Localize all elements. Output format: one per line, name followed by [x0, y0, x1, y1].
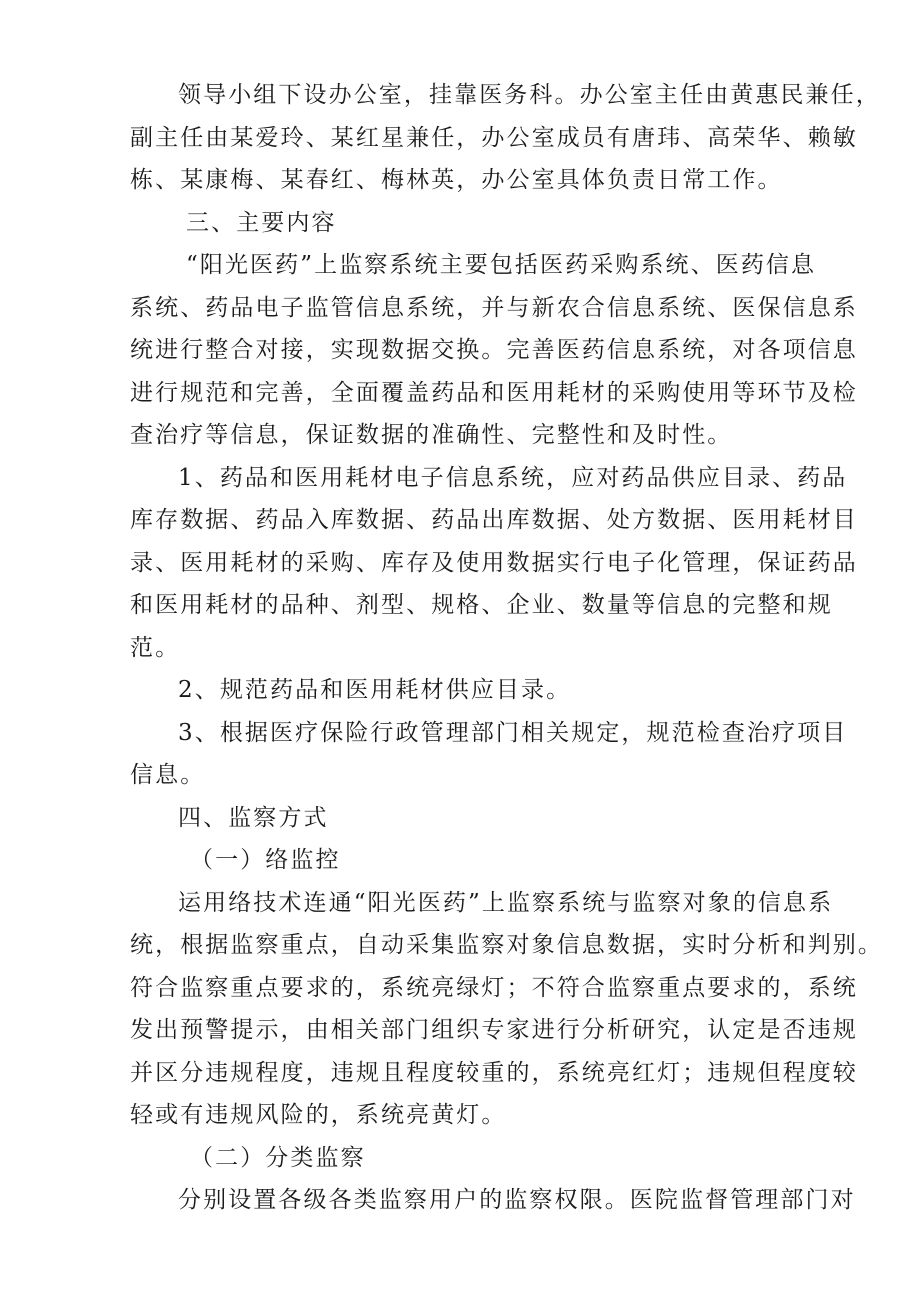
- paragraph-line: 符合监察重点要求的，系统亮绿灯；不符合监察重点要求的，系统: [130, 975, 858, 1001]
- paragraph-line: 进行规范和完善，全面覆盖药品和医用耗材的采购使用等环节及检: [130, 380, 858, 406]
- subsection-heading: （一）络监控: [190, 847, 341, 873]
- paragraph-line: 2、规范药品和医用耗材供应目录。: [178, 677, 572, 703]
- paragraph-line: “阳光医药”上监察系统主要包括医药采购系统、医药信息: [186, 252, 817, 278]
- paragraph-line: 统，根据监察重点，自动采集监察对象信息数据，实时分析和判别。: [130, 932, 883, 958]
- paragraph-line: 统进行整合对接，实现数据交换。完善医药信息系统，对各项信息: [130, 337, 858, 363]
- paragraph-line: 轻或有违规风险的，系统亮黄灯。: [130, 1102, 507, 1128]
- paragraph-line: 和医用耗材的品种、剂型、规格、企业、数量等信息的完整和规: [130, 592, 833, 618]
- subsection-heading: （二）分类监察: [190, 1145, 366, 1171]
- paragraph-line: 录、医用耗材的采购、库存及使用数据实行电子化管理，保证药品: [130, 550, 858, 576]
- section-heading: 四、监察方式: [178, 805, 329, 831]
- paragraph-line: 分别设置各级各类监察用户的监察权限。医院监督管理部门对: [178, 1187, 856, 1213]
- section-heading: 三、主要内容: [186, 210, 337, 236]
- paragraph-line: 查治疗等信息，保证数据的准确性、完整性和及时性。: [130, 422, 733, 448]
- paragraph-line: 栋、某康梅、某春红、梅林英，办公室具体负责日常工作。: [130, 167, 783, 193]
- paragraph-line: 领导小组下设办公室，挂靠医务科。办公室主任由黄惠民兼任，: [178, 82, 881, 108]
- paragraph-line: 并区分违规程度，违规且程度较重的，系统亮红灯；违规但程度较: [130, 1060, 858, 1086]
- paragraph-line: 3、根据医疗保险行政管理部门相关规定，规范检查治疗项目: [178, 720, 848, 746]
- paragraph-line: 信息。: [130, 762, 206, 788]
- paragraph-line: 运用络技术连通“阳光医药”上监察系统与监察对象的信息系: [178, 890, 834, 916]
- paragraph-line: 范。: [130, 635, 181, 661]
- paragraph-line: 系统、药品电子监管信息系统，并与新农合信息系统、医保信息系: [130, 295, 858, 321]
- paragraph-line: 发出预警提示，由相关部门组织专家进行分析研究，认定是否违规: [130, 1017, 858, 1043]
- paragraph-line: 库存数据、药品入库数据、药品出库数据、处方数据、医用耗材目: [130, 507, 858, 533]
- paragraph-line: 1、药品和医用耗材电子信息系统，应对药品供应目录、药品: [178, 465, 848, 491]
- paragraph-line: 副主任由某爱玲、某红星兼任，办公室成员有唐玮、高荣华、赖敏: [130, 125, 858, 151]
